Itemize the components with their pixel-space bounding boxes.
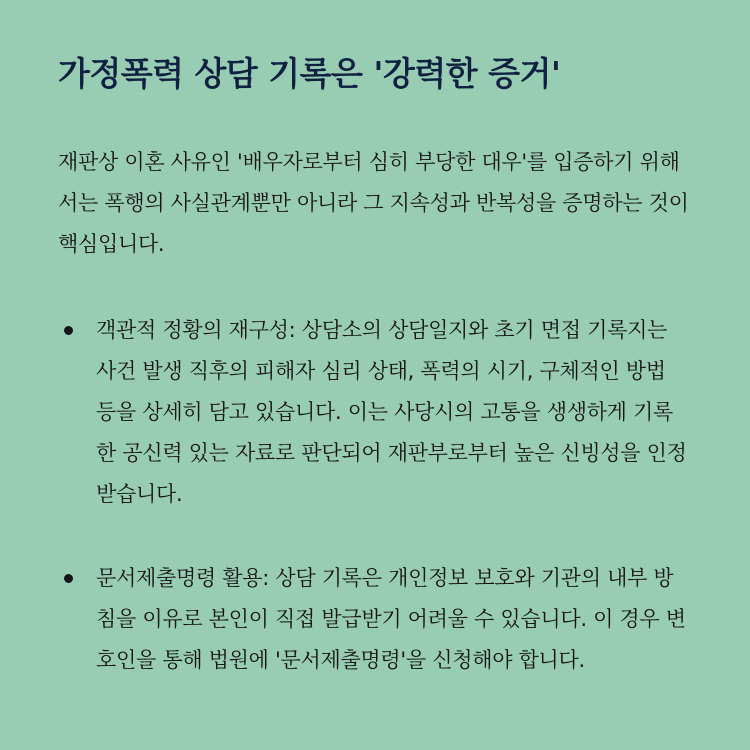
bullet-item (58, 558, 692, 681)
intro-paragraph: 재판상 이혼 사유인 '배우자로부터 심히 부당한 대우'를 입증하기 위해서는 폭행의 사실관계뿐만 아니라 그 지속성과 반복성을 증명하는 것이 핵심입니다. (58, 150, 689, 256)
bullet-dot-icon (64, 326, 73, 335)
page-title: 가정폭력 상담 기록은 '강력한 증거' (58, 54, 561, 93)
bullet-text: 객관적 정황의 재구성: 상담소의 상담일지와 초기 면접 기록지는 사건 발생 직후의 피해자 심리 상태, 폭력의 시기, 구체적인 방법 등을 상세히 담고 있습니다. 이는 사당시의 고통을 생생하게 기록한 공신력 있는 자료로 판단되어 재판부로부터 높은 신빙성을 인정받습니다. (96, 318, 687, 506)
bullet-text: 문서제출명령 활용: 상담 기록은 개인정보 보호와 기관의 내부 방침을 이유로 본인이 직접 발급받기 어려울 수 있습니다. 이 경우 변호인을 통해 법원에 '문서제출명령'을 신청해야 합니다. (96, 566, 686, 672)
bullet-dot-icon (64, 574, 73, 583)
bullet-item (58, 310, 692, 515)
bullet-list (58, 310, 692, 681)
